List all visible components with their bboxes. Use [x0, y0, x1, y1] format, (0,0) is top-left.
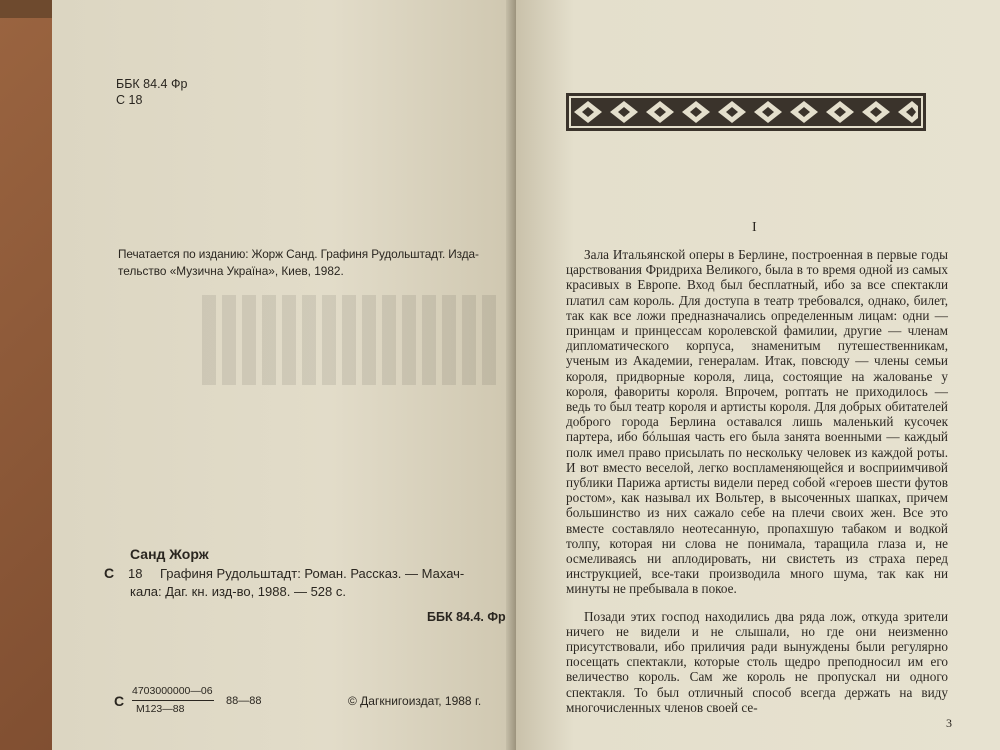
- bbk-top: ББК 84.4 Фр: [116, 77, 188, 91]
- left-page: [52, 0, 516, 750]
- biblio-line1: Графиня Рудольштадт: Роман. Рассказ. — Махач-: [160, 566, 465, 581]
- author-name: Санд Жорж: [130, 546, 209, 562]
- footer-code-letter: С: [114, 693, 125, 709]
- edition-note-line2: тельство «Музична Украïна», Киев, 1982.: [118, 264, 344, 278]
- paragraph-1: Зала Итальянской оперы в Берлине, построенная в первые годы царствования Фридриха Великого, была в то время одной из самых красивых в Европе. Вход был бесплатный, ибо за все спектакли платил сам король. Для доступа в театр требовался, однако, билет, так как все ложи предназначались определенным лицам: одни — принцам и принцессам королевской фамилии, другие — членам дипломатического корпуса, знаменитым путешественникам, ученым из Академии, генералам. Итак, повсюду — члены семьи короля, придворные короля, лица, состоящие на жалованье у короля, фавориты короля. Впрочем, роптать не приходилось — ведь то был театр короля и артисты короля. Для добрых обитателей доброго города Берлина оставался лишь маленький кусочек партера, ибо бóльшая часть его была занята военными — каждый полк имел право присылать по нескольку человек из каждой роты. И вот вместо веселой, легко воспламеняющейся и восприимчивой публики Парижа артисты видели перед собой «героев шести футов ростом», как называл их Вольтер, в высоченных шапках, причем большинство из них сажало себе на плечи своих жен. Все это вместе составляло неотесанную, пропахшую табаком и водкой толпу, которая ни слова не понимала, таращила глаза и, не осмеливаясь ни аплодировать, ни свистеть из страха перед инструкцией, все-таки производила много шума, так как ни минуты не пребывала в покое.: [566, 247, 948, 597]
- bbk-bottom: ББК 84.4. Фр: [427, 610, 506, 624]
- paragraph-2: Позади этих господ находились два ряда лож, откуда зрители ничего не видели и не слышали, но где они неизменно присутствовали, ибо приличия ради вынуждены были регулярно посещать спектакли, которые столь щедро преподносил им его величество король. Сам же король не пропускал ни одного спектакля. То был отличный способ всегда держать на виду многочисленных членов своей се-: [566, 608, 948, 715]
- biblio-line2: кала: Даг. кн. изд-во, 1988. — 528 с.: [130, 584, 346, 599]
- decorative-ornament-band: [566, 93, 926, 131]
- footer-code-bottom: М123—88: [136, 703, 185, 715]
- show-through-print: [202, 295, 502, 385]
- footer-code-rule: [132, 700, 214, 701]
- page-number: 3: [946, 716, 952, 730]
- chapter-body: [566, 247, 948, 715]
- chapter-number: I: [752, 220, 757, 235]
- code-number: 18: [128, 566, 143, 581]
- code-top: С 18: [116, 93, 143, 107]
- footer-code-top: 4703000000—06: [132, 685, 213, 697]
- footer-code-right: 88—88: [226, 695, 262, 707]
- edition-note-line1: Печатается по изданию: Жорж Санд. Графиня Рудольштадт. Изда-: [118, 247, 479, 261]
- copyright-line: © Дагкнигоиздат, 1988 г.: [348, 694, 482, 708]
- code-letter: С: [104, 565, 115, 581]
